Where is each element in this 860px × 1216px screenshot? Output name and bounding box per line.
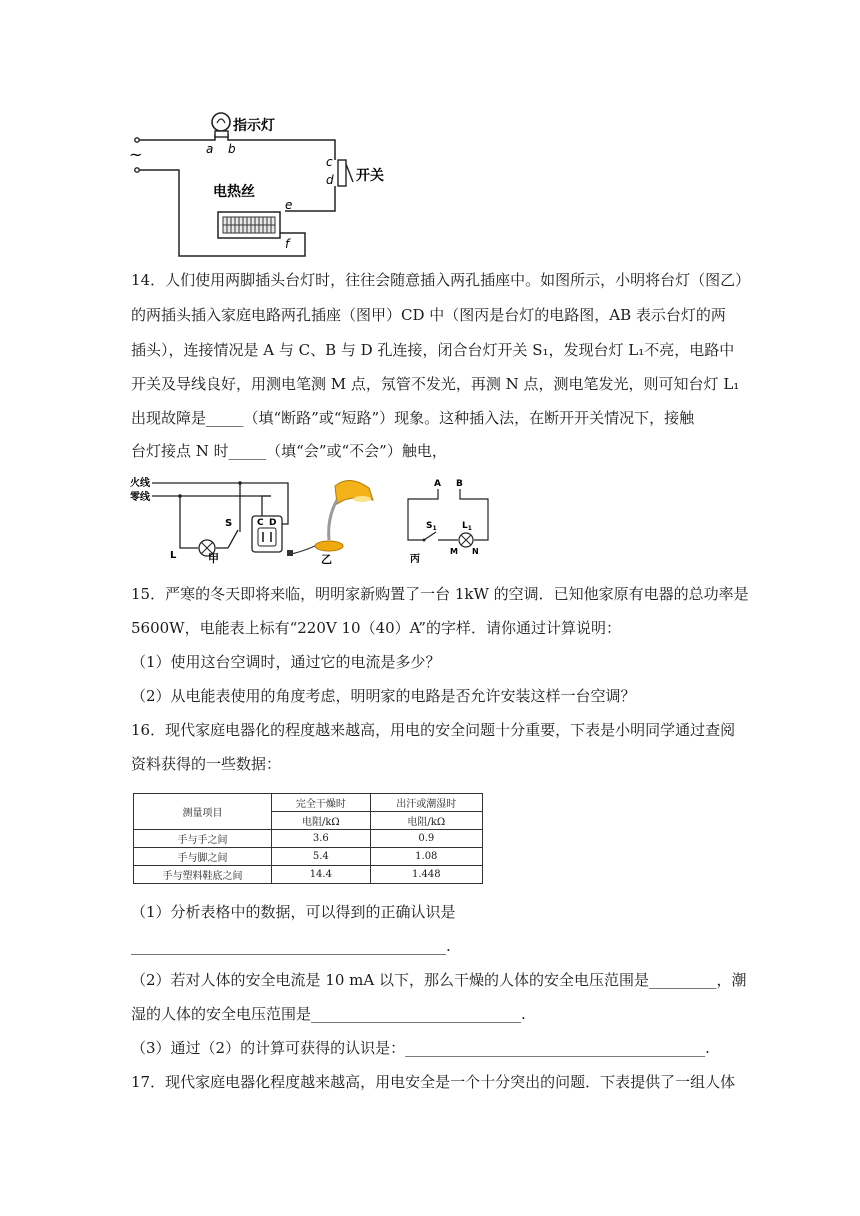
svg-text:L1: $L_1$ — [462, 521, 472, 532]
svg-text:零线: 零线 — [130, 492, 150, 503]
svg-text:a: a — [206, 142, 214, 156]
svg-text:丙: 丙 — [410, 554, 420, 565]
ac-symbol: ~ — [129, 145, 143, 164]
bulb-l1-icon — [459, 533, 473, 547]
q14-line-3: 插头），连接情况是 A 与 C、B 与 D 孔连接，闭合台灯开关 S₁，发现台灯 L₁不亮，电路中 — [131, 341, 735, 359]
svg-text:N: N — [472, 547, 479, 556]
svg-text:b: b — [228, 142, 236, 156]
svg-text:B: B — [456, 479, 463, 489]
q16-sub-1: （1）分析表格中的数据，可以得到的正确认识是 — [131, 903, 456, 921]
q14-line-1: 14．人们使用两脚插头台灯时，往往会随意插入两孔插座中。如图所示，小明将台灯（图乙） — [131, 271, 751, 289]
svg-text:d: d — [326, 173, 334, 187]
table-header: 完全干燥时 — [272, 794, 371, 812]
svg-text:e: e — [285, 198, 293, 212]
q14-line-4: 开关及导线良好，用测电笔测 M 点，氖管不发光，再测 N 点，测电笔发光，则可知台灯 L₁ — [131, 375, 740, 393]
svg-text:f: f — [285, 237, 290, 251]
heating-wire-label: 电热丝 — [213, 184, 255, 200]
table-row — [134, 848, 483, 866]
svg-text:火线: 火线 — [130, 478, 150, 489]
table-row — [134, 830, 483, 848]
table-cell: 1.448 — [370, 866, 482, 884]
figure-bing-lamp-circuit — [402, 474, 497, 566]
table-cell: 手与脚之间 — [134, 848, 272, 866]
heater-circuit-figure — [125, 108, 405, 260]
resistance-table — [133, 793, 483, 884]
switch-icon — [338, 160, 353, 186]
svg-text:乙: 乙 — [321, 553, 332, 566]
table-cell: 手与塑料鞋底之间 — [134, 866, 272, 884]
q16-sub-3: （3）通过（2）的计算可获得的认识是：________________________________________. — [131, 1039, 710, 1057]
heating-wire-icon — [218, 212, 280, 238]
q15-sub-2: （2）从电能表使用的角度考虑，明明家的电路是否允许安装这样一台空调？ — [131, 687, 636, 705]
svg-text:M: M — [450, 547, 458, 556]
q14-line-5: 出现故障是_____（填“断路”或“短路”）现象。这种插入法，在断开开关情况下，接触 — [131, 409, 695, 427]
table-cell: 3.6 — [272, 830, 371, 848]
table-cell: 1.08 — [370, 848, 482, 866]
q14-line-2: 的两插头插入家庭电路两孔插座（图甲）CD 中（图丙是台灯的电路图，AB 表示台灯的两 — [131, 306, 726, 324]
table-unit: 电阻/kΩ — [370, 812, 482, 830]
q16-line-1: 16．现代家庭电器化的程度越来越高，用电的安全问题十分重要，下表是小明同学通过查阅 — [131, 721, 736, 739]
table-header: 测量项目 — [134, 794, 272, 830]
q15-line-2: 5600W，电能表上标有“220V 10（40）A”的字样．请你通过计算说明： — [131, 619, 621, 637]
q16-sub-2-line-1: （2）若对人体的安全电流是 10 mA 以下，那么干燥的人体的安全电压范围是_________，潮 — [131, 971, 747, 989]
q16-sub-1-blank[interactable]: __________________________________________. — [131, 937, 451, 955]
table-cell: 5.4 — [272, 848, 371, 866]
table-cell: 14.4 — [272, 866, 371, 884]
switch-label: 开关 — [356, 168, 384, 184]
table-row — [134, 866, 483, 884]
table-cell: 手与手之间 — [134, 830, 272, 848]
q15-sub-1: （1）使用这台空调时，通过它的电流是多少？ — [131, 653, 441, 671]
svg-text:L: L — [170, 550, 177, 561]
q16-line-2: 资料获得的一些数据： — [131, 755, 282, 773]
svg-text:c: c — [326, 155, 333, 169]
q16-sub-2-line-2: 湿的人体的安全电压范围是____________________________. — [131, 1005, 526, 1023]
svg-text:S: S — [225, 518, 233, 529]
indicator-lamp-icon — [212, 113, 230, 137]
table-header-row — [134, 794, 483, 812]
svg-text:S1: $S_1$ — [426, 521, 437, 532]
q15-line-1: 15．严寒的冬天即将来临，明明家新购置了一台 1kW 的空调．已知他家原有电器的总功率是 — [131, 585, 749, 603]
q14-line-6: 台灯接点 N 时_____（填“会”或“不会”）触电， — [131, 442, 447, 460]
desk-lamp-icon — [287, 480, 373, 556]
svg-text:A: A — [434, 479, 441, 489]
table-cell: 0.9 — [370, 830, 482, 848]
q17-line-1: 17．现代家庭电器化程度越来越高，用电安全是一个十分突出的问题．下表提供了一组人体 — [131, 1073, 736, 1091]
svg-text:甲: 甲 — [208, 552, 219, 564]
table-header: 出汗或潮湿时 — [370, 794, 482, 812]
svg-text:D: D — [269, 518, 277, 528]
figure-yi-desk-lamp — [283, 474, 383, 566]
svg-text:C: C — [257, 518, 264, 528]
figure-jia-household-circuit — [128, 474, 293, 564]
table-unit: 电阻/kΩ — [272, 812, 371, 830]
indicator-lamp-label: 指示灯 — [233, 118, 275, 134]
